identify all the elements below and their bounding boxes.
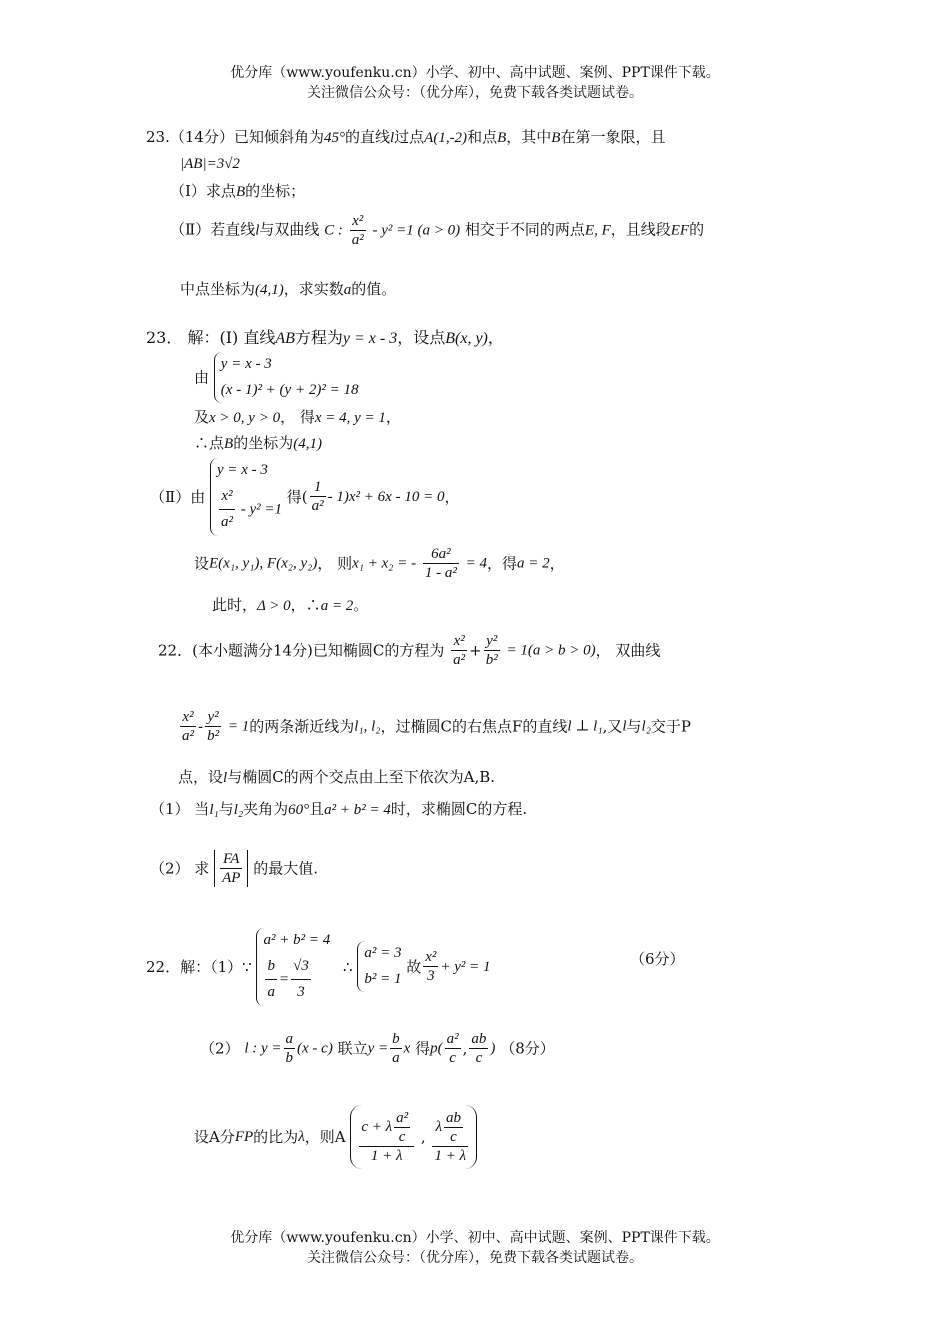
q23-part1: （Ⅰ）求点B的坐标； xyxy=(170,182,306,200)
sol22-score-1: （6分） xyxy=(630,950,685,968)
sol23-vieta: 设E(x₁, y₁), F(x₂, y₂)， 则x₁ + x₂ = - $\frac{\text{6a²}}{\text{1 - a²}}$ = 4，得a = 2， xyxy=(194,546,565,581)
q22-stem-2: $\frac{\text{x²}}{\text{a²}}$ - $\frac{\text{y²}}{\text{b²}}$ = 1的两条渐近线为l₁, l₂，过椭圆C的右焦点F的直线l ⊥ l₁,又l与l₂交于P xyxy=(182,709,692,744)
q23-part2-cont: 中点坐标为(4,1)，求实数a的值。 xyxy=(180,280,397,298)
sol23-system1: 由 y = x - 3 (x - 1)² + (y + 2)² = 18 xyxy=(194,352,358,403)
q22-part1: （1） 当l₁与l₂夹角为60°且a² + b² = 4时，求椭圆C的方程. xyxy=(150,800,528,818)
sol23-coord-result: ∴点B的坐标为(4,1) xyxy=(194,434,322,452)
sol22-part1: 22．解：（1）∵ a² + b² = 4 $\frac{b}{a}$ = $\frac{√3}{3}$ ∴ a² = 3 b² = 1 故 $\frac{\text{x²}}{3}$ + y² = 1 xyxy=(146,928,491,1006)
footer-line-1: 优分库（www.youfenku.cn）小学、初中、高中试题、案例、PPT课件下载。 xyxy=(230,1230,720,1246)
system-brace-2: y = x - 3 $\frac{\text{x²}}{\text{a²}}$ - y² =1 xyxy=(210,458,282,536)
q22-stem: 22．(本小题满分14分)已知椭圆C的方程为 $\frac{\text{x²}}{\text{a²}}$ + $\frac{\text{y²}}{\text{b²}}$ = 1(a > b > 0)， 双曲线 xyxy=(158,633,661,668)
sol22-brace-2: a² = 3 b² = 1 xyxy=(357,941,401,992)
q23-stem: 23.（14分）已知倾斜角为45°的直线l过点A(1,-2)和点B，其中B在第一象限，且 xyxy=(146,128,666,146)
q23-ab-length: |AB|=3√2 xyxy=(180,156,240,172)
sol22-brace-1: a² + b² = 4 $\frac{b}{a}$ = $\frac{√3}{3}$ xyxy=(256,928,330,1006)
sol23-final: 此时，Δ > 0，∴a = 2。 xyxy=(212,596,369,614)
fraction-x2-a2: $\frac{\text{x²}}{\text{a²}}$ xyxy=(351,213,364,248)
point-A-coords: c + λ $\frac{\text{a²}}{c}$ 1 + λ , λ $\frac{ab}{c}$ 1 + λ xyxy=(350,1105,477,1169)
header-line-1: 优分库（www.youfenku.cn）小学、初中、高中试题、案例、PPT课件下载。 xyxy=(230,65,720,81)
q22-stem-3: 点，设l与椭圆C的两个交点由上至下依次为A,B. xyxy=(178,768,496,786)
sol22-ratio: 设A分FP的比为λ，则A c + λ $\frac{\text{a²}}{c}$ 1 + λ , λ $\frac{ab}{c}$ 1 + λ xyxy=(194,1105,477,1169)
q23-part2: （Ⅱ）若直线l与双曲线 C : $\frac{\text{x²}}{\text{a²}}$ - y² =1 (a > 0) 相交于不同的两点E, F，且线段EF的 xyxy=(170,213,705,248)
sol23-conditions: 及x > 0, y > 0， 得x = 4, y = 1， xyxy=(194,408,401,426)
sol23-title: 23． 解：(Ⅰ) 直线AB方程为y = x - 3，设点B(x, y)， xyxy=(146,328,504,347)
footer-line-2: 关注微信公众号：（优分库），免费下载各类试题试卷。 xyxy=(307,1250,643,1266)
sol22-part2: （2） l : y = $\frac{a}{b}$ (x - c) 联立y = $\frac{b}{a}$ x 得p( $\frac{\text{a²}}{c}$ , $\frac{ab}{c}$ ) （8分） xyxy=(200,1031,555,1066)
header-line-2: 关注微信公众号：（优分库），免费下载各类试题试卷。 xyxy=(307,85,643,101)
sol23-part2: （Ⅱ）由 y = x - 3 $\frac{\text{x²}}{\text{a²}}$ - y² =1 得( $\frac{1}{\text{a²}}$ - 1)x² + 6x - 10 = 0， xyxy=(150,458,459,536)
system-brace: y = x - 3 (x - 1)² + (y + 2)² = 18 xyxy=(214,352,359,403)
q22-part2: （2） 求 $\frac{FA}{AP}$ 的最大值. xyxy=(150,851,318,886)
